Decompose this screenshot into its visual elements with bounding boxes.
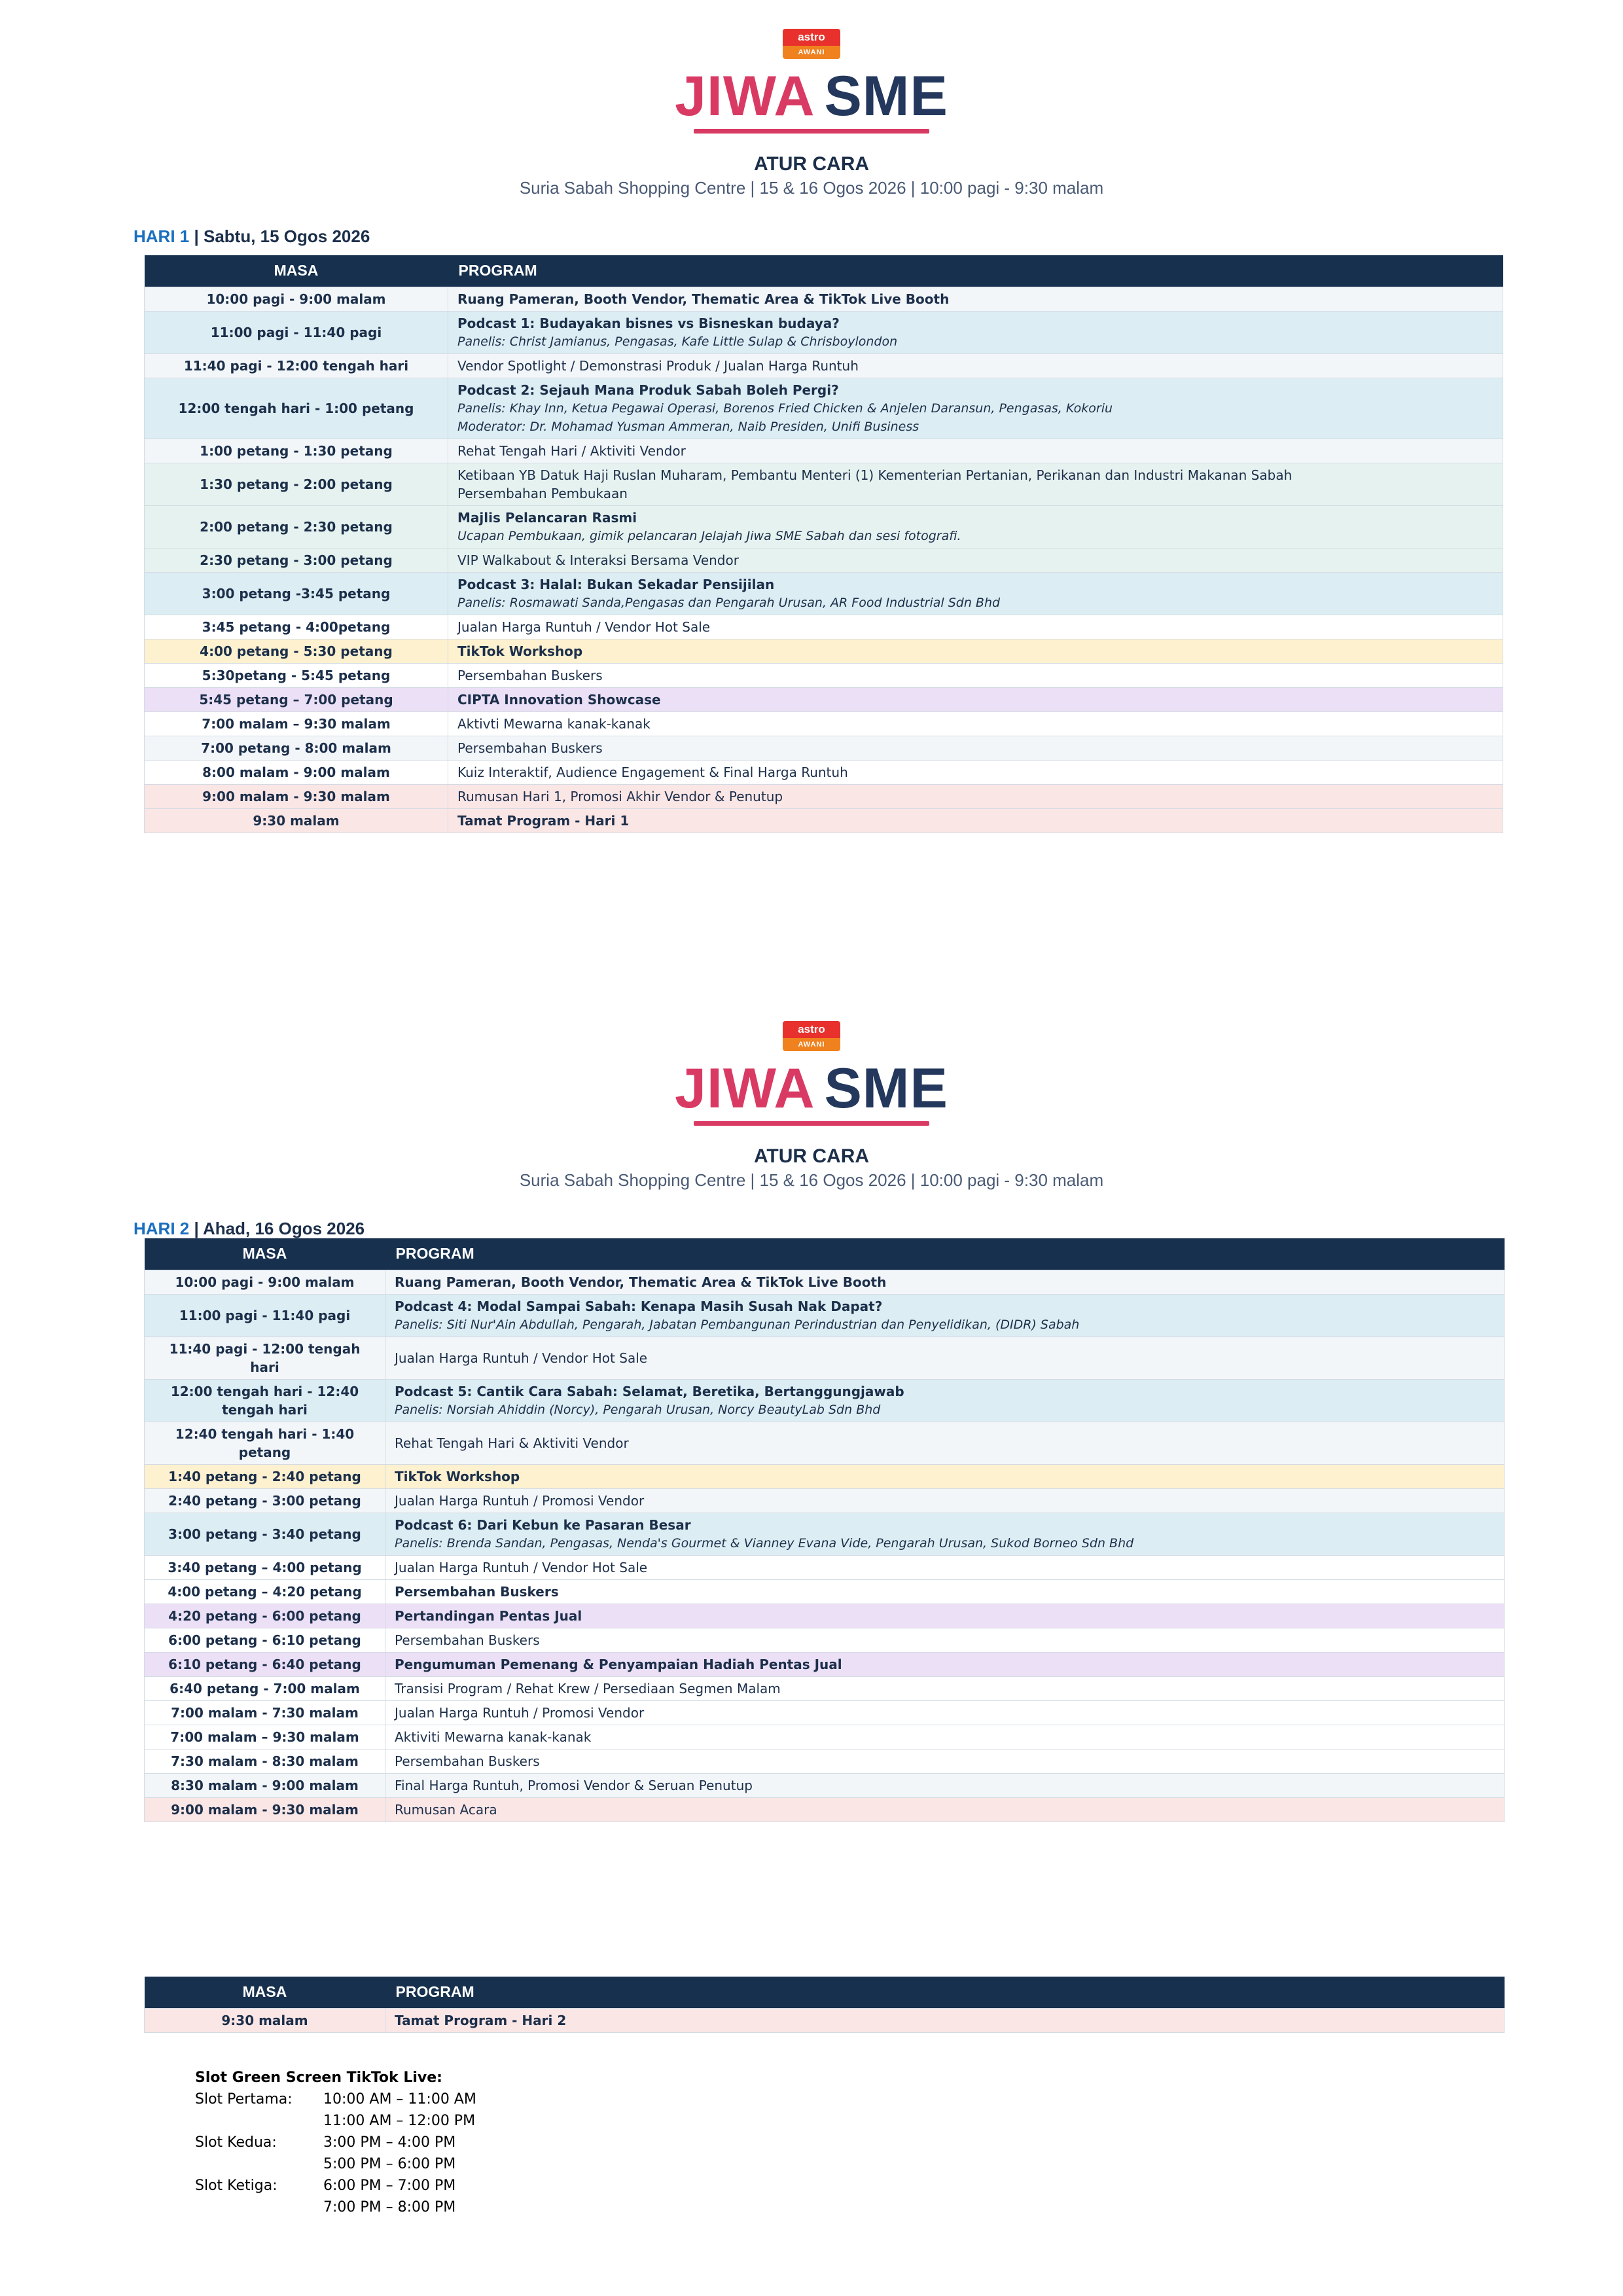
row-time: 6:10 petang - 6:40 petang	[145, 1652, 385, 1676]
slot-time: 7:00 PM – 8:00 PM	[323, 2199, 456, 2215]
table-header-row	[145, 255, 1503, 287]
table-row	[145, 572, 1503, 615]
row-program	[385, 1270, 1505, 1294]
row-time: 9:30 malam	[145, 2008, 385, 2032]
row-program	[385, 1513, 1505, 1555]
slot-row	[195, 2153, 456, 2175]
row-program	[448, 548, 1503, 572]
program-title: Persembahan Buskers	[395, 1583, 559, 1600]
table-row	[145, 1749, 1505, 1773]
table-row	[145, 1725, 1505, 1749]
program-title: Vendor Spotlight / Demonstrasi Produk / Jualan Harga Runtuh	[457, 357, 859, 374]
row-program	[385, 1555, 1505, 1579]
table-row	[145, 1797, 1505, 1821]
table-row	[145, 463, 1503, 505]
page-subtitle: Suria Sabah Shopping Centre | 15 & 16 Ogos 2026 | 10:00 pagi - 9:30 malam	[519, 1170, 1104, 1190]
row-program	[448, 711, 1503, 736]
row-time: 2:30 petang - 3:00 petang	[145, 548, 448, 572]
program-title: Rumusan Acara	[395, 1801, 497, 1818]
program-detail: Panelis: Brenda Sandan, Pengasas, Nenda's Gourmet & Vianney Evana Vide, Pengarah Urusan, Sukod Borneo Sdn Bhd	[395, 1535, 1134, 1551]
row-program	[448, 353, 1503, 378]
table-header-row	[145, 1238, 1505, 1270]
program-title: CIPTA Innovation Showcase	[457, 691, 661, 708]
day1-label: HARI 1	[134, 226, 190, 246]
program-title: Rehat Tengah Hari & Aktiviti Vendor	[395, 1435, 629, 1451]
program-title: VIP Walkabout & Interaksi Bersama Vendor	[457, 552, 739, 568]
row-program	[385, 1652, 1505, 1676]
day1-heading	[134, 226, 370, 247]
row-time: 10:00 pagi - 9:00 malam	[145, 287, 448, 311]
program-title: Kuiz Interaktif, Audience Engagement & Final Harga Runtuh	[457, 764, 848, 780]
table-row	[145, 1294, 1505, 1336]
row-time: 7:30 malam - 8:30 malam	[145, 1749, 385, 1773]
table-row	[145, 1652, 1505, 1676]
row-program	[448, 760, 1503, 784]
table-row	[145, 287, 1503, 311]
day2-schedule-table	[144, 1238, 1505, 1822]
program-title: Podcast 4: Modal Sampai Sabah: Kenapa Masih Susah Nak Dapat?	[395, 1298, 883, 1314]
row-time: 8:00 malam - 9:00 malam	[145, 760, 448, 784]
row-program	[385, 1422, 1505, 1464]
logo-word-a: JIWA	[675, 1057, 815, 1120]
row-time: 8:30 malam - 9:00 malam	[145, 1773, 385, 1797]
program-title: Jualan Harga Runtuh / Vendor Hot Sale	[395, 1559, 648, 1575]
row-program	[385, 1628, 1505, 1652]
day1-date: | Sabtu, 15 Ogos 2026	[189, 226, 370, 246]
row-program	[385, 1797, 1505, 1821]
row-time: 1:40 petang - 2:40 petang	[145, 1464, 385, 1488]
program-title: Pertandingan Pentas Jual	[395, 1607, 582, 1624]
row-time: 7:00 malam – 9:30 malam	[145, 711, 448, 736]
row-program	[448, 572, 1503, 615]
program-title: Majlis Pelancaran Rasmi	[457, 509, 637, 526]
row-program	[448, 287, 1503, 311]
program-title: Tamat Program - Hari 2	[395, 2012, 567, 2028]
program-title: Final Harga Runtuh, Promosi Vendor & Seruan Penutup	[395, 1777, 753, 1793]
row-program	[448, 687, 1503, 711]
program-title: Persembahan Buskers	[395, 1753, 540, 1769]
row-program	[385, 1379, 1505, 1422]
row-time: 3:45 petang - 4:00petang	[145, 615, 448, 639]
row-time: 4:20 petang - 6:00 petang	[145, 1604, 385, 1628]
table-header-row	[145, 1977, 1505, 2008]
table-row	[145, 548, 1503, 572]
row-program	[385, 1488, 1505, 1513]
row-time: 7:00 petang - 8:00 malam	[145, 736, 448, 760]
row-time: 3:00 petang -3:45 petang	[145, 572, 448, 615]
row-time: 1:30 petang - 2:00 petang	[145, 463, 448, 505]
logo	[0, 1021, 1623, 1126]
badge-top-text: astro	[783, 1021, 840, 1038]
program-detail: Panelis: Rosmawati Sanda,Pengasas dan Pengarah Urusan, AR Food Industrial Sdn Bhd	[457, 595, 1001, 610]
row-program	[448, 639, 1503, 663]
table-row	[145, 1579, 1505, 1604]
table-row	[145, 1270, 1505, 1294]
slot-label: Slot Pertama:	[195, 2091, 293, 2108]
program-title: Jualan Harga Runtuh / Promosi Vendor	[395, 1492, 645, 1509]
table-row	[145, 311, 1503, 353]
row-time: 4:00 petang - 5:30 petang	[145, 639, 448, 663]
row-program	[385, 1579, 1505, 1604]
slot-time: 5:00 PM – 6:00 PM	[323, 2156, 456, 2172]
program-detail: Moderator: Dr. Mohamad Yusman Ammeran, Naib Presiden, Unifi Business	[457, 419, 919, 434]
row-time: 9:00 malam - 9:30 malam	[145, 784, 448, 808]
day1-schedule-table	[144, 255, 1503, 833]
row-time: 9:00 malam - 9:30 malam	[145, 1797, 385, 1821]
slot-section-title: Slot Green Screen TikTok Live:	[195, 2070, 442, 2086]
program-title: Podcast 2: Sejauh Mana Produk Sabah Boleh Pergi?	[457, 382, 839, 398]
row-program	[448, 311, 1503, 353]
column-header-time: MASA	[145, 255, 448, 287]
column-header-program: PROGRAM	[385, 1977, 1505, 2008]
table-row	[145, 1604, 1505, 1628]
row-program	[385, 1725, 1505, 1749]
row-time: 10:00 pagi - 9:00 malam	[145, 1270, 385, 1294]
program-title: Podcast 1: Budayakan bisnes vs Bisneskan budaya?	[457, 315, 840, 331]
row-program	[385, 1604, 1505, 1628]
slot-time: 3:00 PM – 4:00 PM	[323, 2134, 456, 2151]
row-program	[385, 1294, 1505, 1336]
row-time: 9:30 malam	[145, 808, 448, 833]
row-time: 11:00 pagi - 11:40 pagi	[145, 1294, 385, 1336]
table-row	[145, 639, 1503, 663]
row-program	[385, 1464, 1505, 1488]
row-time: 7:00 malam - 7:30 malam	[145, 1700, 385, 1725]
row-program	[385, 1749, 1505, 1773]
table-row	[145, 1628, 1505, 1652]
program-title: Aktivti Mewarna kanak-kanak	[457, 715, 651, 732]
row-time: 11:40 pagi - 12:00 tengah hari	[145, 1336, 385, 1379]
program-detail: Panelis: Christ Jamianus, Pengasas, Kafe Little Sulap & Chrisboylondon	[457, 334, 898, 349]
table-row	[145, 711, 1503, 736]
row-program	[448, 505, 1503, 548]
row-program	[385, 1700, 1505, 1725]
slot-row	[195, 2110, 476, 2132]
table-row	[145, 760, 1503, 784]
row-time: 2:40 petang - 3:00 petang	[145, 1488, 385, 1513]
column-header-program: PROGRAM	[448, 255, 1503, 287]
column-header-program: PROGRAM	[385, 1238, 1505, 1270]
badge-bottom-text: AWANI	[783, 46, 840, 59]
logo	[0, 29, 1623, 134]
program-title: Pengumuman Pemenang & Penyampaian Hadiah Pentas Jual	[395, 1656, 842, 1672]
row-program	[448, 378, 1503, 439]
table-row	[145, 1379, 1505, 1422]
tiktok-slot-section	[195, 2067, 476, 2218]
table-row	[145, 353, 1503, 378]
row-program	[448, 663, 1503, 687]
program-detail: Ucapan Pembukaan, gimik pelancaran Jelajah Jiwa SME Sabah dan sesi fotografi.	[457, 528, 961, 543]
program-detail: Persembahan Pembukaan	[457, 485, 628, 501]
slot-time: 10:00 AM – 11:00 AM	[323, 2091, 476, 2108]
page-title: ATUR CARA	[753, 153, 870, 175]
table-row	[145, 1513, 1505, 1555]
logo-underline	[694, 1121, 929, 1126]
astro-awani-badge	[783, 29, 840, 59]
badge-bottom-text: AWANI	[783, 1038, 840, 1051]
table-row	[145, 784, 1503, 808]
program-title: Transisi Program / Rehat Krew / Persediaan Segmen Malam	[395, 1680, 781, 1696]
slot-label: Slot Ketiga:	[195, 2178, 277, 2194]
row-time: 6:00 petang - 6:10 petang	[145, 1628, 385, 1652]
row-time: 12:40 tengah hari - 1:40 petang	[145, 1422, 385, 1464]
row-time: 12:00 tengah hari - 12:40 tengah hari	[145, 1379, 385, 1422]
slot-time: 6:00 PM – 7:00 PM	[323, 2178, 456, 2194]
table-row	[145, 687, 1503, 711]
program-title: Ruang Pameran, Booth Vendor, Thematic Area & TikTok Live Booth	[395, 1274, 887, 1290]
program-title: Rumusan Hari 1, Promosi Akhir Vendor & Penutup	[457, 788, 783, 804]
slot-row	[195, 2197, 456, 2218]
row-program	[448, 439, 1503, 463]
table-row	[145, 1488, 1505, 1513]
program-title: Aktiviti Mewarna kanak-kanak	[395, 1729, 592, 1745]
day2-date: | Ahad, 16 Ogos 2026	[189, 1219, 365, 1238]
row-time: 5:30petang - 5:45 petang	[145, 663, 448, 687]
slot-label: Slot Kedua:	[195, 2134, 277, 2151]
row-time: 6:40 petang - 7:00 malam	[145, 1676, 385, 1700]
row-program	[448, 808, 1503, 833]
table-row	[145, 1700, 1505, 1725]
program-title: TikTok Workshop	[395, 1468, 520, 1484]
program-title: Ketibaan YB Datuk Haji Ruslan Muharam, Pembantu Menteri (1) Kementerian Pertanian, Perikanan dan Industri Makanan Sabah	[457, 467, 1293, 483]
row-program	[385, 1773, 1505, 1797]
program-detail: Panelis: Siti Nur'Ain Abdullah, Pengarah, Jabatan Pembangunan Perindustrian dan Penyelidikan, (DIDR) Sabah	[395, 1317, 1080, 1332]
table-row	[145, 378, 1503, 439]
program-title: Jualan Harga Runtuh / Vendor Hot Sale	[395, 1350, 648, 1366]
row-program	[448, 736, 1503, 760]
slot-row	[195, 2175, 456, 2197]
row-time: 11:40 pagi - 12:00 tengah hari	[145, 353, 448, 378]
row-time: 3:00 petang - 3:40 petang	[145, 1513, 385, 1555]
row-program	[385, 1676, 1505, 1700]
slot-list	[195, 2089, 476, 2218]
table-row	[145, 439, 1503, 463]
day2-heading	[134, 1219, 365, 1239]
logo-wordmark	[0, 66, 1623, 126]
row-program	[448, 784, 1503, 808]
logo-word-a: JIWA	[675, 65, 815, 128]
row-program	[385, 2008, 1505, 2032]
page-title: ATUR CARA	[753, 1145, 870, 1167]
badge-top-text: astro	[783, 29, 840, 46]
astro-awani-badge	[783, 1021, 840, 1051]
program-title: Podcast 3: Halal: Bukan Sekadar Pensijilan	[457, 576, 775, 592]
logo-word-b: SME	[824, 1057, 948, 1120]
program-title: Persembahan Buskers	[457, 740, 603, 756]
program-title: Podcast 5: Cantik Cara Sabah: Selamat, Beretika, Bertanggungjawab	[395, 1383, 904, 1399]
table-row	[145, 736, 1503, 760]
table-row	[145, 1555, 1505, 1579]
table-row	[145, 1676, 1505, 1700]
row-time: 3:40 petang – 4:00 petang	[145, 1555, 385, 1579]
table-row	[145, 663, 1503, 687]
program-title: Ruang Pameran, Booth Vendor, Thematic Area & TikTok Live Booth	[457, 291, 950, 307]
table-row	[145, 2008, 1505, 2032]
program-title: Persembahan Buskers	[457, 667, 603, 683]
day2-label: HARI 2	[134, 1219, 190, 1238]
logo-underline	[694, 129, 929, 134]
page-subtitle: Suria Sabah Shopping Centre | 15 & 16 Ogos 2026 | 10:00 pagi - 9:30 malam	[519, 178, 1104, 198]
logo-wordmark	[0, 1058, 1623, 1119]
row-time: 1:00 petang - 1:30 petang	[145, 439, 448, 463]
program-title: Rehat Tengah Hari / Aktiviti Vendor	[457, 442, 686, 459]
row-program	[448, 463, 1503, 505]
column-header-time: MASA	[145, 1238, 385, 1270]
program-title: Tamat Program - Hari 1	[457, 812, 630, 829]
row-time: 2:00 petang - 2:30 petang	[145, 505, 448, 548]
row-program	[385, 1336, 1505, 1379]
logo-word-b: SME	[824, 65, 948, 128]
row-time: 5:45 petang – 7:00 petang	[145, 687, 448, 711]
table-row	[145, 615, 1503, 639]
table-row	[145, 1336, 1505, 1379]
slot-time: 11:00 AM – 12:00 PM	[323, 2113, 476, 2129]
program-title: Jualan Harga Runtuh / Vendor Hot Sale	[457, 619, 711, 635]
slot-row	[195, 2089, 476, 2110]
row-time: 4:00 petang – 4:20 petang	[145, 1579, 385, 1604]
column-header-time: MASA	[145, 1977, 385, 2008]
slot-row	[195, 2132, 456, 2153]
table-row	[145, 1422, 1505, 1464]
program-detail: Panelis: Khay Inn, Ketua Pegawai Operasi, Borenos Fried Chicken & Anjelen Daransun, Pengasas, Kokoriu	[457, 401, 1113, 416]
table-row	[145, 505, 1503, 548]
table-row	[145, 808, 1503, 833]
row-time: 12:00 tengah hari - 1:00 petang	[145, 378, 448, 439]
closing-table	[144, 1977, 1505, 2033]
program-detail: Panelis: Norsiah Ahiddin (Norcy), Pengarah Urusan, Norcy BeautyLab Sdn Bhd	[395, 1402, 881, 1417]
program-title: Podcast 6: Dari Kebun ke Pasaran Besar	[395, 1516, 691, 1533]
program-title: TikTok Workshop	[457, 643, 583, 659]
table-row	[145, 1464, 1505, 1488]
row-program	[448, 615, 1503, 639]
program-title: Jualan Harga Runtuh / Promosi Vendor	[395, 1704, 645, 1721]
program-title: Persembahan Buskers	[395, 1632, 540, 1648]
table-row	[145, 1773, 1505, 1797]
row-time: 7:00 malam – 9:30 malam	[145, 1725, 385, 1749]
row-time: 11:00 pagi - 11:40 pagi	[145, 311, 448, 353]
